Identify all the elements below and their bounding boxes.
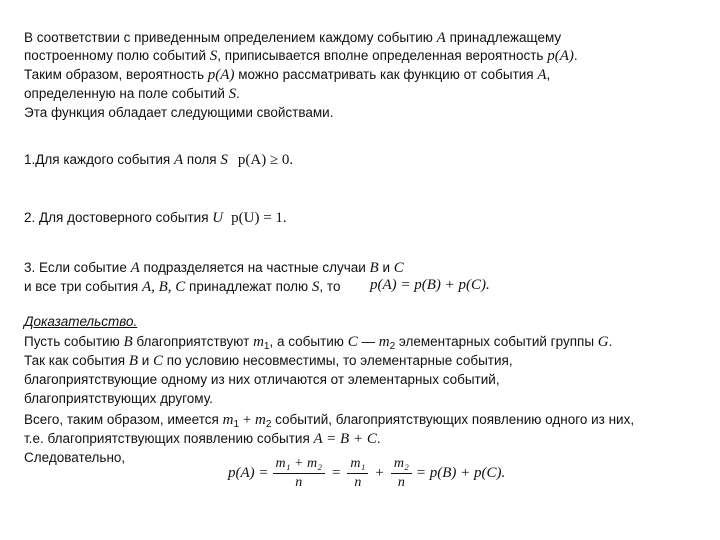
symbol-s: S xyxy=(220,152,228,168)
subscript: 2 xyxy=(265,419,272,430)
symbol-m: m xyxy=(222,412,234,428)
text: В соответствии с приведенным определением каждому событию xyxy=(24,30,437,45)
symbol-a: A xyxy=(173,152,184,168)
text: , то xyxy=(319,279,341,294)
formula-rhs: = p(B) + p(C). xyxy=(415,465,506,481)
text: элементарных событий группы xyxy=(395,334,598,349)
text: . xyxy=(573,48,578,63)
subscript: 1 xyxy=(233,419,239,430)
fraction-m2 xyxy=(391,456,412,491)
text: , приписывается вполне определенная вероятность xyxy=(217,48,548,63)
text: принадлежат полю xyxy=(185,279,312,294)
text: можно рассматривать как функцию от события xyxy=(234,67,538,82)
text: Эта функция обладает следующими свойствами. xyxy=(24,105,334,120)
symbol-c: C xyxy=(393,260,404,276)
intro-line-1 xyxy=(24,30,561,46)
symbol-c: C xyxy=(347,334,358,350)
text: и все три события xyxy=(24,279,142,294)
text: т.е. благоприятствующих появлению события xyxy=(24,431,314,446)
text: благоприятствующие одному из них отличаются от элементарных событий, xyxy=(24,372,500,387)
symbol-m: m xyxy=(378,334,390,350)
proof-line-5 xyxy=(24,412,634,433)
symbol-b: B xyxy=(369,260,379,276)
property-3-line-1 xyxy=(24,260,404,276)
symbol-c: C xyxy=(153,353,164,369)
symbol-u: U xyxy=(212,210,224,226)
property-3-line-2 xyxy=(24,279,340,295)
text: и xyxy=(378,260,394,275)
property-1 xyxy=(24,152,293,168)
text: , а событию xyxy=(269,334,348,349)
text: , xyxy=(546,67,551,82)
intro-line-5 xyxy=(24,105,333,121)
symbol-a: A xyxy=(436,30,446,46)
symbol-s: S xyxy=(228,86,237,102)
formula-lhs: p(A) = xyxy=(228,465,269,481)
symbol-g: G xyxy=(597,334,609,350)
text: поля xyxy=(183,152,221,167)
text: Пусть событию xyxy=(24,334,124,349)
text: благоприятствуют xyxy=(132,334,254,349)
expr-p-a: p(A) xyxy=(547,48,574,64)
text: 3. Если событие xyxy=(24,260,131,275)
expr-certain: p(U) = 1. xyxy=(231,210,287,226)
fraction-denominator: n xyxy=(397,475,405,490)
symbol-a: A xyxy=(130,260,140,276)
equals-sign: = xyxy=(331,465,341,481)
symbol-a: A xyxy=(537,67,547,83)
intro-line-2 xyxy=(24,48,578,64)
symbol-m: m xyxy=(254,412,266,428)
text: событий, благоприятствующих появлению одного из них, xyxy=(271,412,635,427)
final-formula xyxy=(228,456,505,491)
symbol-s: S xyxy=(209,48,218,64)
plus: + xyxy=(239,412,255,428)
formula-text: p(A) = p(B) + p(C). xyxy=(370,277,490,293)
text: Таким образом, вероятность xyxy=(24,67,208,82)
proof-line-1 xyxy=(24,334,612,355)
proof-title: Доказательство. xyxy=(24,314,138,329)
fraction-numerator: m₁ + m₂ xyxy=(273,456,325,474)
intro-line-3 xyxy=(24,67,550,83)
symbols-abc: A, B, C xyxy=(141,279,186,295)
text: подразделяется на частные случаи xyxy=(139,260,370,275)
fraction-denominator: n xyxy=(354,475,362,490)
fraction-m1 xyxy=(347,456,368,491)
fraction-numerator: m₁ xyxy=(347,456,368,474)
text: принадлежащему xyxy=(445,30,562,45)
text: . xyxy=(236,86,240,101)
intro-line-4 xyxy=(24,86,240,102)
text: 1.Для каждого события xyxy=(24,152,174,167)
text: . xyxy=(376,431,381,446)
proof-line-6 xyxy=(24,431,381,447)
proof-line-2 xyxy=(24,353,513,369)
text: 2. Для достоверного события xyxy=(24,210,213,225)
symbol-s: S xyxy=(311,279,320,295)
text: Всего, таким образом, имеется xyxy=(24,412,223,427)
symbol-m: m xyxy=(253,334,264,350)
subscript: 2 xyxy=(389,341,396,352)
fraction-numerator: m₂ xyxy=(391,456,412,474)
proof-heading xyxy=(24,314,137,330)
text: определенную на поле событий xyxy=(24,86,229,101)
text: по условию несовместимы, то элементарные события, xyxy=(163,353,513,368)
additivity-formula xyxy=(370,277,490,294)
property-2 xyxy=(24,210,287,226)
expr-p-a: p(A) xyxy=(207,67,235,83)
proof-line-3 xyxy=(24,372,500,388)
text: — xyxy=(357,334,379,349)
text: Так как события xyxy=(24,353,129,368)
fraction-sum xyxy=(273,456,325,491)
subscript: 1 xyxy=(263,341,270,352)
expr-a-eq-b-plus-c: A = B + C xyxy=(313,431,377,447)
text: построенному полю событий xyxy=(24,48,210,63)
symbol-b: B xyxy=(128,353,138,369)
proof-line-4 xyxy=(24,391,213,407)
text: . xyxy=(608,334,613,349)
fraction-denominator: n xyxy=(295,475,303,490)
proof-line-7 xyxy=(24,450,125,466)
symbol-b: B xyxy=(123,334,133,350)
text: Следовательно, xyxy=(24,450,126,465)
text: и xyxy=(137,353,154,368)
text: благоприятствующих другому. xyxy=(24,391,213,406)
plus-sign: + xyxy=(375,465,384,481)
expr-nonneg: p(A) ≥ 0. xyxy=(237,152,294,168)
